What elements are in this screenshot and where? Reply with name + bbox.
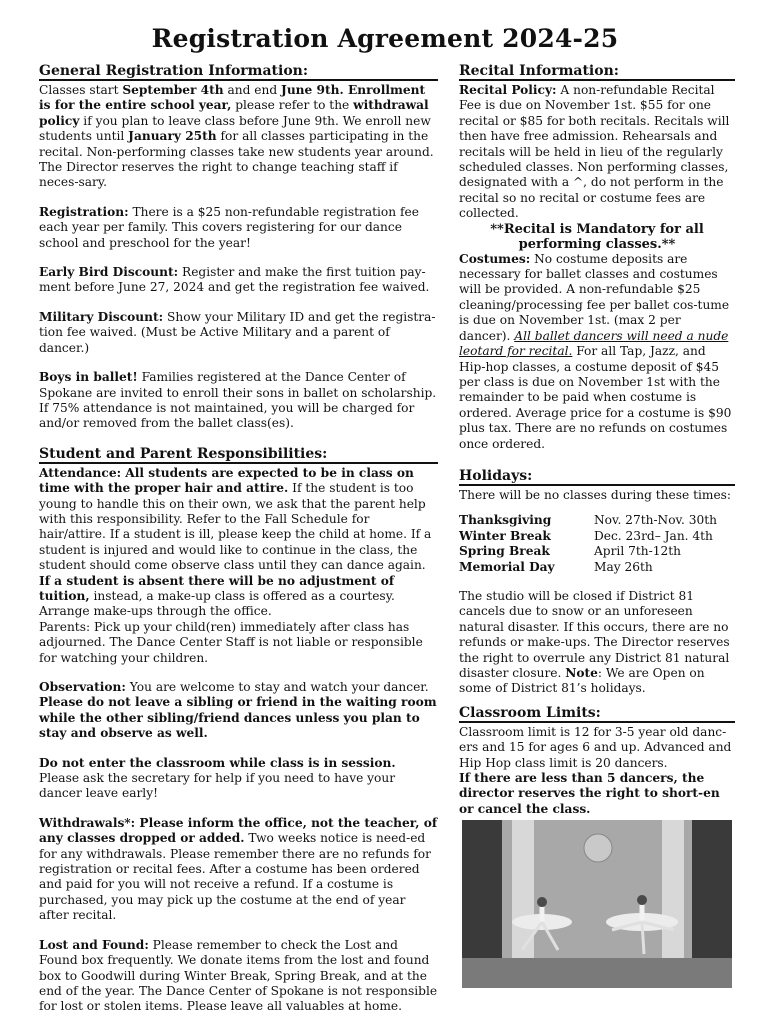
ballet-dancers-photo	[462, 820, 732, 988]
recital-policy: Recital Policy: A non-refundable Recital Fee is due on November 1st. $55 for one recital or $85 for both recitals. Recitals will then have free admission. Rehearsals and recitals will be held in lieu of the regularly scheduled classes. Non performing classes, designated with a ^, do not perform in the recital so no recital or costume fees are collected.	[459, 83, 730, 221]
table-row: Thanksgiving Nov. 27th-Nov. 30th	[459, 513, 718, 528]
general-intro: Classes start September 4th and end June 9th. Enrollment is for the entire school year, please refer to the withdrawal policy if you plan to leave class before June 9th. We enroll new students until January 25th for all classes participating in the recital. Non-performing classes take new students year around. The Director reserves the right to change teaching staff if neces-sary.	[39, 83, 434, 190]
page-title: Registration Agreement 2024-25	[151, 24, 619, 53]
table-row: Memorial Day May 26th	[459, 559, 653, 574]
classroom-limits: Classroom limit is 12 for 3-5 year old danc-ers and 15 for ages 6 and up. Advanced and Hip Hop class limit is 20 dancers.	[459, 724, 732, 770]
attendance: Attendance: All students are expected to be in class on time with the proper hair and attire. If the student is too young to handle this on their own, we ask that the parent help with this responsibility. Refer to the Fall Schedule for hair/attire. If a student is ill, please keep the child at home. If a student is injured and would like to continue in the class, the student should come observe class until they can dance again. If a student is absent there will be no adjustment of tuition, instead, a make-up class is offered as a courtesy. Arrange make-ups through the office.	[39, 465, 432, 619]
military-discount: Military Discount: Show your Military ID and get the registra-tion fee waived. (Must be Active Military and a parent of dancer.)	[39, 309, 436, 355]
general-heading: General Registration Information:	[39, 63, 438, 81]
classroom-heading: Classroom Limits:	[459, 705, 735, 723]
registration-fee: Registration: There is a $25 non-refundable registration fee each year per family. This covers registering for our dance school and preschool for the year!	[39, 204, 419, 250]
withdrawals: Withdrawals*: Please inform the office, not the teacher, of any classes dropped or added. Two weeks notice is need-ed for any withdrawals. Please remember there are no refunds for registration or recital fees. After a costume has been ordered and paid for you will not receive a refund. If a costume is purchased, you may pick up the costume at the end of year after recital.	[39, 815, 438, 923]
ballet-dancers-image	[462, 820, 732, 988]
early-bird-discount: Early Bird Discount: Register and make the first tuition pay-ment before June 27, 2024 and get the registration fee waived.	[39, 265, 430, 295]
do-not-enter: Do not enter the classroom while class is in session. Please ask the secretary for help if you need to have your dancer leave early!	[39, 755, 396, 801]
holidays-table	[459, 513, 717, 575]
recital-mandatory: **Recital is Mandatory for all performing classes.**	[490, 221, 704, 252]
parents-pickup: Parents: Pick up your child(ren) immediately after class has adjourned. The Dance Center Staff is not liable or responsible for watching your children.	[39, 619, 423, 665]
responsibilities-heading: Student and Parent Responsibilities:	[39, 446, 438, 464]
right-column	[459, 63, 735, 817]
table-row: Spring Break April 7th-12th	[459, 544, 681, 559]
boys-in-ballet: Boys in ballet! Families registered at the Dance Center of Spokane are invited to enroll their sons in ballet on scholarship. If 75% attendance is not maintained, you will be charged for and/or removed from the ballet class(es).	[39, 370, 437, 431]
table-row: Winter Break Dec. 23rd– Jan. 4th	[459, 528, 713, 543]
classroom-minimum: If there are less than 5 dancers, the director reserves the right to short-en or cancel the class.	[459, 771, 720, 816]
district-closure: The studio will be closed if District 81 cancels due to snow or an unforeseen natural disaster. If this occurs, there are no refunds or make-ups. The Director reserves the right to overrule any District 81 natural disaster closure. Note: We are Open on some of District 81’s holidays.	[459, 588, 730, 696]
holidays-heading: Holidays:	[459, 468, 735, 486]
holidays-intro: There will be no classes during these times:	[459, 487, 732, 502]
recital-heading: Recital Information:	[459, 63, 735, 81]
left-column	[39, 63, 438, 1015]
observation: Observation: You are welcome to stay and watch your dancer. Please do not leave a sibling or friend in the waiting room while the other sibling/friend dances unless you plan to stay and observe as well.	[39, 680, 437, 741]
lost-and-found: Lost and Found: Please remember to check the Lost and Found box frequently. We donate items from the lost and found box to Goodwill during Winter Break, Spring Break, and at the end of the year. The Dance Center of Spokane is not responsible for lost or stolen items. Please leave all valuables at home.	[39, 937, 438, 1014]
costumes: Costumes: No costume deposits are necessary for ballet classes and costumes will be provided. A non-refundable $25 cleaning/processing fee per ballet cos-tume is due on November 1st. (max 2 per dancer). All ballet dancers will need a nude leotard for recital. For all Tap, Jazz, and Hip-hop classes, a costume deposit of $45 per class is due on November 1st with the remainder to be paid when costume is ordered. Average price for a costume is $90 plus tax. There are no refunds on costumes once ordered.	[459, 251, 732, 451]
